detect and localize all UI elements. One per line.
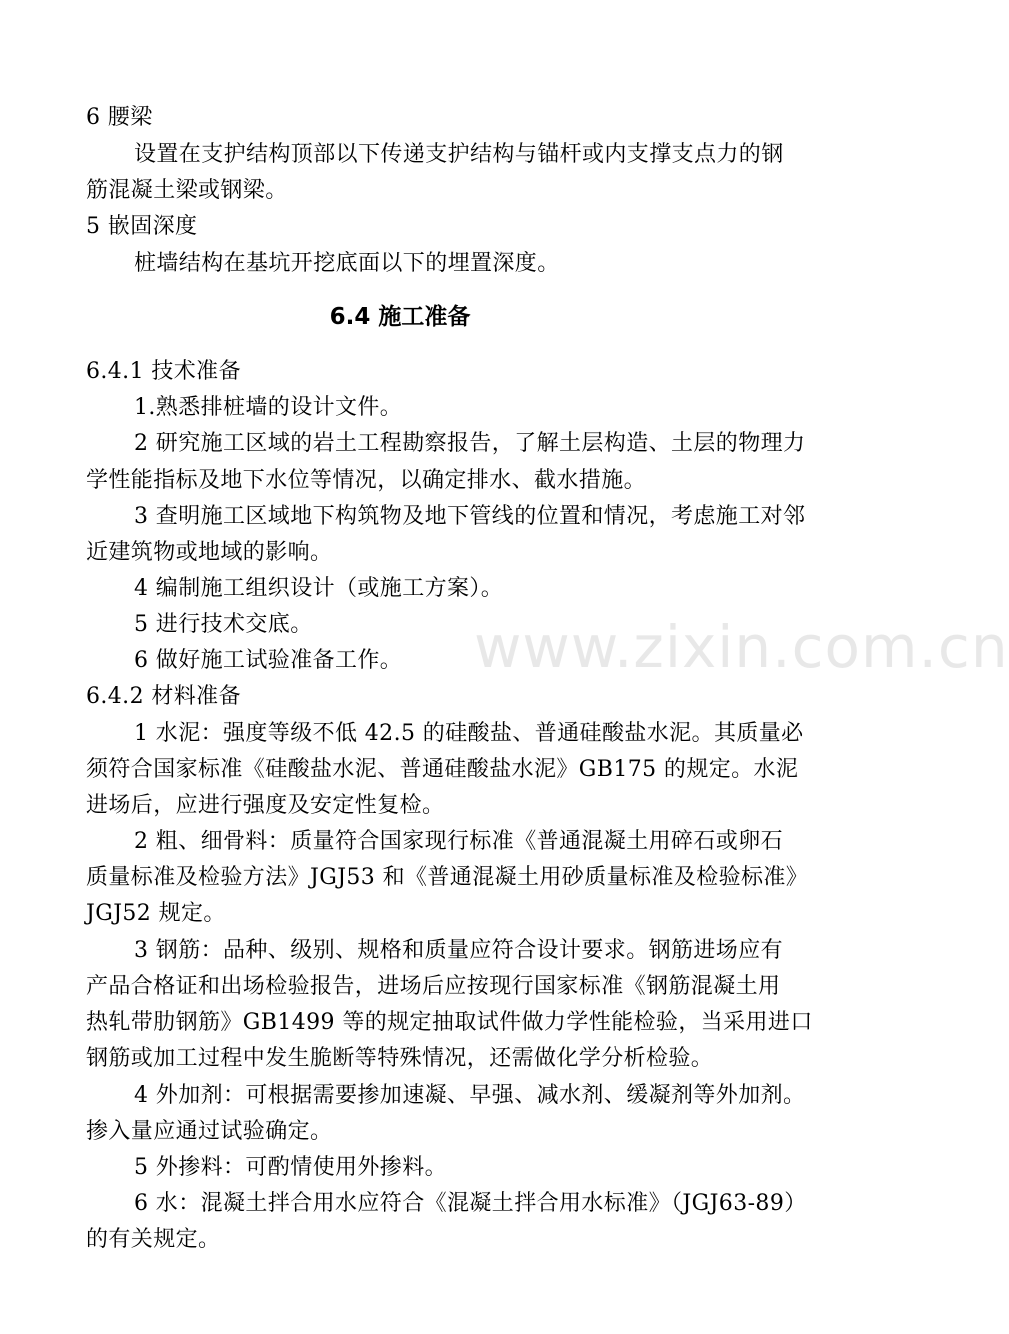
- material-prep-title: 6.4.2 材料准备: [86, 684, 241, 709]
- watermark: www.zixin.com.cn: [474, 613, 1009, 681]
- material-item-6-line-1: 6 水：混凝土拌合用水应符合《混凝土拌合用水标准》（JGJ63-89）: [134, 1191, 807, 1216]
- tech-prep-item-4: 4 编制施工组织设计（或施工方案）。: [134, 576, 504, 601]
- material-item-5: 5 外掺料：可酌情使用外掺料。: [134, 1155, 447, 1180]
- item-6-body-line-1: 设置在支护结构顶部以下传递支护结构与锚杆或内支撑支点力的钢: [134, 142, 784, 167]
- tech-prep-item-2-line-2: 学性能指标及地下水位等情况，以确定排水、截水措施。: [86, 468, 647, 493]
- material-item-6-line-2: 的有关规定。: [86, 1227, 221, 1252]
- material-item-3-line-2: 产品合格证和出场检验报告，进场后应按现行国家标准《钢筋混凝土用: [86, 974, 781, 999]
- material-item-3-line-4: 钢筋或加工过程中发生脆断等特殊情况，还需做化学分析检验。: [86, 1046, 714, 1071]
- tech-prep-item-6: 6 做好施工试验准备工作。: [134, 648, 403, 673]
- tech-prep-item-3-line-1: 3 查明施工区域地下构筑物及地下管线的位置和情况，考虑施工对邻: [134, 504, 806, 529]
- material-item-3-line-1: 3 钢筋：品种、级别、规格和质量应符合设计要求。钢筋进场应有: [134, 938, 783, 963]
- material-item-2-line-1: 2 粗、细骨料：质量符合国家现行标准《普通混凝土用碎石或卵石: [134, 829, 783, 854]
- material-item-4-line-1: 4 外加剂：可根据需要掺加速凝、早强、减水剂、缓凝剂等外加剂。: [134, 1083, 806, 1108]
- item-6-body-line-2: 筋混凝土梁或钢梁。: [86, 178, 288, 203]
- section-heading: 6.4 施工准备: [329, 304, 471, 330]
- tech-prep-title: 6.4.1 技术准备: [86, 359, 241, 384]
- material-item-1-line-3: 进场后，应进行强度及安定性复检。: [86, 793, 445, 818]
- material-item-4-line-2: 掺入量应通过试验确定。: [86, 1119, 333, 1144]
- tech-prep-item-5: 5 进行技术交底。: [134, 612, 313, 637]
- item-5-body-line-1: 桩墙结构在基坑开挖底面以下的埋置深度。: [134, 251, 560, 276]
- item-6-title: 6 腰梁: [86, 105, 153, 130]
- material-item-1-line-2: 须符合国家标准《硅酸盐水泥、普通硅酸盐水泥》GB175 的规定。水泥: [86, 757, 799, 782]
- material-item-1-line-1: 1 水泥：强度等级不低 42.5 的硅酸盐、普通硅酸盐水泥。其质量必: [134, 721, 804, 746]
- material-item-3-line-3: 热轧带肋钢筋》GB1499 等的规定抽取试件做力学性能检验，当采用进口: [86, 1010, 813, 1035]
- material-item-2-line-3: JGJ52 规定。: [86, 901, 226, 926]
- tech-prep-item-2-line-1: 2 研究施工区域的岩土工程勘察报告，了解土层构造、土层的物理力: [134, 431, 806, 456]
- material-item-2-line-2: 质量标准及检验方法》JGJ53 和《普通混凝土用砂质量标准及检验标准》: [86, 865, 809, 890]
- tech-prep-item-1: 1.熟悉排桩墙的设计文件。: [134, 395, 403, 420]
- item-5-title: 5 嵌固深度: [86, 214, 198, 239]
- tech-prep-item-3-line-2: 近建筑物或地域的影响。: [86, 540, 333, 565]
